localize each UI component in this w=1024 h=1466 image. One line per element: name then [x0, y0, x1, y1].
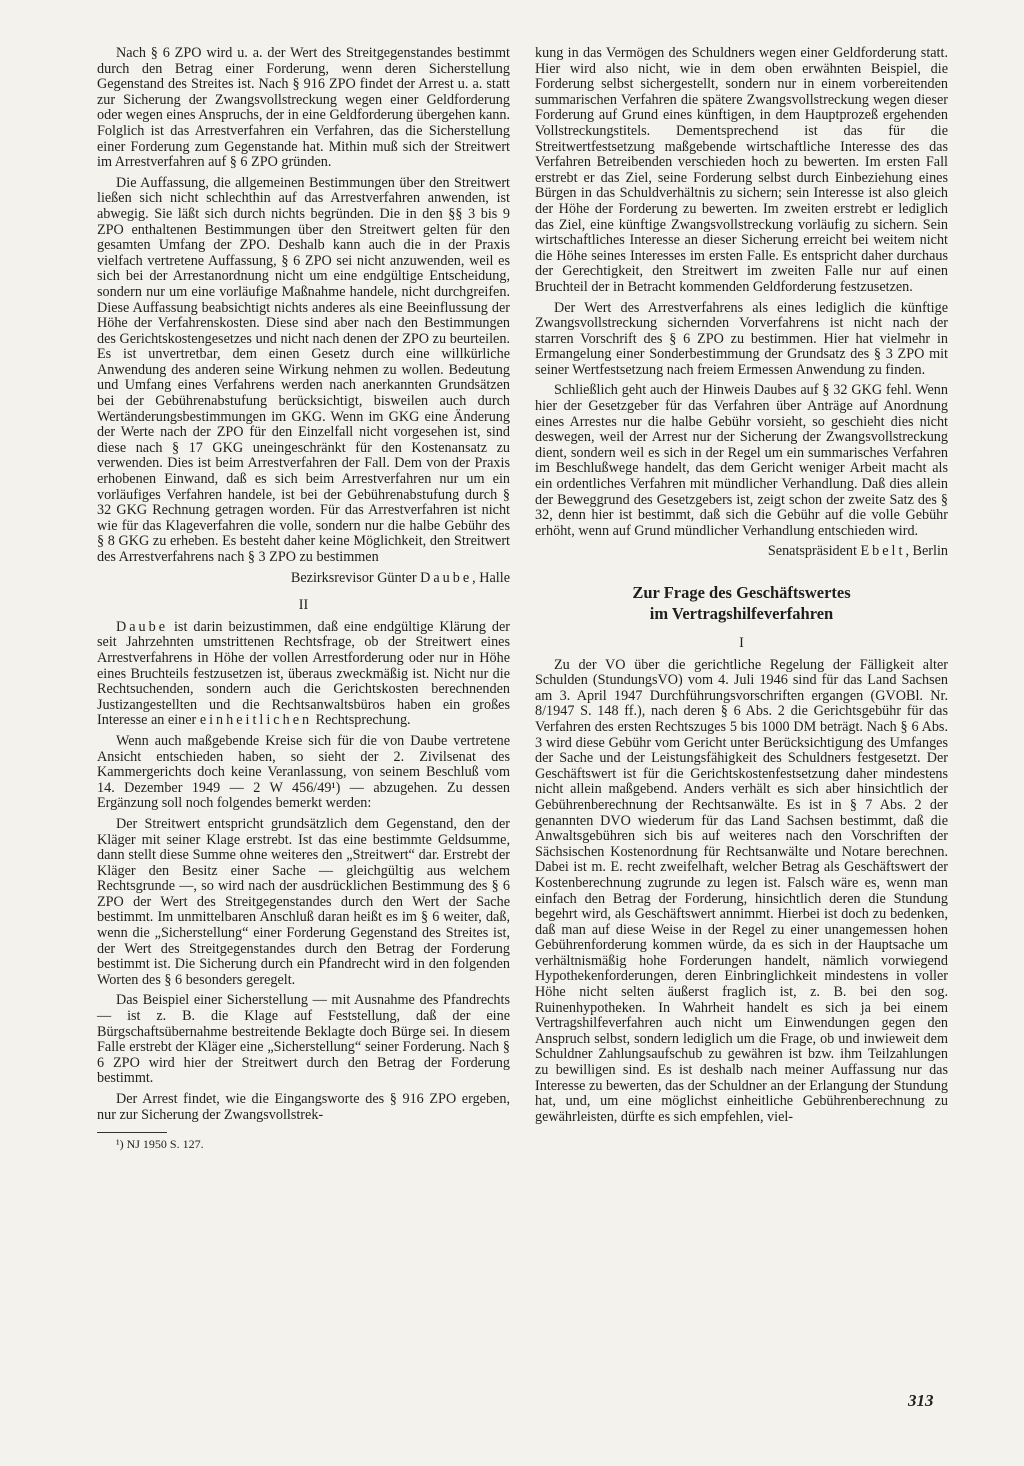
signature-place: , Berlin [905, 543, 948, 560]
signature-place: , Halle [472, 569, 510, 586]
section-heading-i: I [739, 635, 744, 651]
paragraph: Die Auffassung, die allgemeinen Bestimmungen über den Streitwert ließen sich nicht schlechthin auf das Arrestverfahren anwenden, ist abwegig. Sie läßt sich durch nichts begründen. Die in den §§ 3 bis 9 ZPO enthaltenen Bestimmungen über den Streitwert gelten für den gesamten Umfang der ZPO. Deshalb kann auch die in der Praxis vielfach vertretene Auffassung, § 6 ZPO sei nicht anzuwenden, weil es sich bei der Arrestanordnung nicht um eine endgültige Entscheidung, sondern nur um eine vorläufige Maßnahme handele, nicht durchgreifen. Diese Auffassung beabsichtigt nichts anderes als eine Beeinflussung der Höhe der Verfahrenskosten. Diese sind aber nach den Bestimmungen des Gerichtskostengesetzes und nicht nach denen der ZPO zu beurteilen. Es ist unvertretbar, dem einen Gesetz durch eine willkürliche Anwendung des anderen seine Wirkung nehmen zu wollen. Bedeutung und Umfang eines Verfahrens werden nach anerkannten Grundsätzen bei der Gebührenabstufung berücksichtigt, bisweilen auch durch Wertänderungsbestimmungen im GKG. Wenn im GKG eine Änderung der Werte nach der ZPO für den Einzelfall nicht vorgesehen ist, sind diese nach § 17 GKG uneingeschränkt für den Kostenansatz zu verwenden. Dies ist beim Arrestverfahren der Fall. Dem von der Praxis erhobenen Einwand, daß es sich beim Arrestverfahren nur um ein vorläufiges Verfahren handele, ist bei der Gebührenabstufung durch § 32 GKG Rechnung getragen worden. Für das Arrestverfahren ist nicht wie für das Klageverfahren die volle, sondern nur die halbe Gebühr des § 8 GKG zu erheben. Es besteht daher keine Möglichkeit, den Streitwert des Arrestverfahrens nach § 3 ZPO zu bestimmen [97, 174, 510, 565]
signature-daube [97, 571, 510, 587]
signature-prefix: Senatspräsident [767, 543, 857, 560]
page-number: 313 [908, 1391, 934, 1410]
paragraph: Schließlich geht auch der Hinweis Daubes auf § 32 GKG fehl. Wenn hier der Gesetzgeber für das Verfahren über Anträge auf Anordnung eines Arrestes nur die halbe Gebühr vorsieht, so geschieht dies nicht deswegen, weil der Arrest nur der Sicherung der Zwangsvollstreckung dient, sondern weil es sich in der Regel um ein summarisches Verfahren im Beschlußwege handelt, das dem Gericht weniger Arbeit macht als ein ordentliches Verfahren mit mündlicher Verhandlung. Daß dies allein der Beweggrund des Gesetzgebers ist, zeigt schon der zweite Satz des § 32, denn hier ist bestimmt, daß sich die Gebühr auf die volle Gebühr erhöht, wenn auf Grund mündlicher Verhandlung entschieden wird. [535, 382, 948, 539]
signature-name: Ebelt [860, 543, 906, 560]
paragraph: Nach § 6 ZPO wird u. a. der Wert des Streitgegenstandes bestimmt durch den Betrag einer Forderung, wenn deren Sicherstellung Gegenstand des Streites ist. Nach § 916 ZPO findet der Arrest u. a. statt zur Sicherung der Zwangsvollstreckung wegen einer Geldforderung oder wegen eines Anspruchs, der in eine Geldforderung übergehen kann. Folglich ist das Arrestverfahren ein Verfahren, das die Sicherstellung einer Forderung zum Gegenstande hat. Mithin muß sich der Streitwert im Arrestverfahren auf § 6 ZPO gründen. [97, 45, 511, 171]
paragraph: Zu der VO über die gerichtliche Regelung der Fälligkeit alter Schulden (StundungsVO) vom 4. Juli 1946 sind für das Land Sachsen am 3. April 1947 Durchführungsvorschriften ergangen (GVOBl. Nr. 8/1947 S. 148 ff.), nach deren § 6 Abs. 2 die Gerichtsgebühr für das Verfahren des ersten Rechtszuges 5 bis 1000 DM beträgt. Nach § 6 Abs. 3 wird diese Gebühr vom Gericht unter Berücksichtigung des Umfanges der Sache und der Leistungsfähigkeit des Schuldners festgesetzt. Der Geschäftswert ist für die Gerichtskostenfestsetzung daher mindestens nicht allein maßgebend. Anders verhält es sich aber hinsichtlich der Gebührenberechnung der Rechtsanwälte. Es ist in § 7 Abs. 2 der genannten DVO wiederum für das Land Sachsen bestimmt, daß die Anwaltsgebühren sich bis auf weiteres nach den Vorschriften der Sächsischen Kostenordnung für Rechtsanwälte und Notare berechnen. Dabei ist m. E. recht zweifelhaft, welcher Betrag als Geschäftswert der Kostenberechnung zugrunde zu legen ist. Falsch wäre es, wenn man einfach den Betrag der Forderung, hinsichtlich deren die Stundung begehrt wird, als Geschäftswert annimmt. Hierbei ist doch zu bedenken, daß man auf diese Weise in der Regel zu einer unangemessen hohen Gebührenforderung kommen würde, da es sich in der Hauptsache um verhältnismäßig hohe Forderungen handelt, nämlich vorwiegend Hypothekenforderungen, deren Einbringlichkeit mindestens in voller Höhe nicht selten äußerst fraglich ist, z. B. bei den sog. Ruinenhypotheken. In Wahrheit handelt es sich ja bei einem Vertragshilfeverfahren auch nicht um Einwendungen gegen den Anspruch selbst, sondern lediglich um die Frage, ob und inwieweit dem Schuldner Zahlungsaufschub zu gewähren ist bzw. ihm Teilzahlungen zu bewilligen sind. Es ist deshalb nach meiner Auffassung nur das Interesse zu bewerten, das der Schuldner an der Erlangung der Stundung hat, und, um eine möglichst einheitliche Gebührenberechnung zu gewährleisten, dürfte es sich empfehlen, viel- [535, 656, 948, 1125]
paragraph: Der Wert des Arrestverfahrens als eines lediglich die künftige Zwangsvollstreckung sichernden Vorverfahrens ist nicht nach der starren Vorschrift des § 6 ZPO zu bestimmen. Hier hat vielmehr in Ermangelung einer Sonderbestimmung der Grundsatz des § 3 ZPO mit seiner Wertfestsetzung nach freiem Ermessen Anwendung zu finden. [535, 299, 948, 378]
article-title: Zur Frage des Geschäftswertes im Vertragshilfeverfahren [632, 583, 851, 623]
paragraph: Das Beispiel einer Sicherstellung — mit Ausnahme des Pfandrechts — ist z. B. die Klage auf Feststellung, daß der eine Bürgschaftsübernahme bestreitende Beklagte doch Bürge sei. In diesem Falle erstrebt der Kläger eine „Sicherstellung“ seiner Forderung. Nach § 6 ZPO wird hier der Streitwert durch den Betrag der Forderung bestimmt. [97, 992, 510, 1087]
author-name: Daube [116, 618, 169, 635]
signature-ebelt [535, 544, 948, 560]
paragraph: Der Streitwert entspricht grundsätzlich dem Gegenstand, den der Kläger mit seiner Klage erstrebt. Ist das eine bestimmte Geldsumme, dann stellt diese Summe ohne weiteres den „Streitwert“ dar. Erstrebt der Kläger den Besitz einer Sache — gleichgültig aus welchem Rechtsgrunde —, so wird nach der ausdrücklichen Bestimmung des § 6 ZPO der Wert des Streitgegenstandes durch den Wert der Sache bestimmt. Im unmittelbaren Anschluß daran heißt es im § 6 weiter, daß, wenn die „Sicherstellung“ einer Forderung Gegenstand des Streites ist, der Wert des Streitgegenstandes durch den Betrag der Forderung bestimmt ist. Die Sicherung durch ein Pfandrecht wird in den folgenden Worten des § 6 besonders geregelt. [97, 815, 510, 988]
paragraph: Daube ist darin beizustimmen, daß eine endgültige Klärung der seit Jahrzehnten umstrittenen Rechtsfrage, ob der Streitwert eines Arrestverfahrens in Höhe der vollen Arrestforderung oder nur in Höhe eines Bruchteils festzusetzen ist, überaus zweckmäßig ist. Nicht nur die Rechtsuchenden, sondern auch die Gerichtskosten berechnenden Justizangestellten und die Rechtsanwaltsbüros haben ein großes Interesse an einer einheitlichen Rechtsprechung. [97, 618, 510, 729]
paragraph: Der Arrest findet, wie die Eingangsworte des § 916 ZPO ergeben, nur zur Sicherung der Zwangsvollstrek- [97, 1091, 510, 1123]
footnote: ¹) NJ 1950 S. 127. [116, 1137, 204, 1152]
paragraph: kung in das Vermögen des Schuldners wegen einer Geldforderung statt. Hier wird also nicht, wie in dem oben erwähnten Beispiel, die Forderung selbst sichergestellt, sondern nur in einem vorbereitenden summarischen Verfahren die spätere Zwangsvollstreckung wegen dieser Forderung auf Grund eines künftigen, in dem Hauptprozeß ergehenden Vollstreckungstitels. Dementsprechend ist das für die Streitwertfestsetzung maßgebende wirtschaftliche Interesse des das Verfahren Betreibenden verschieden hoch zu bewerten. Im ersten Fall erstrebt er das Ziel, seine Forderung selbst durch Einbeziehung eines Bürgen in das Schuldverhältnis zu sichern; sein Interesse ist also gleich der Höhe der Forderung zu bewerten. Im zweiten erstrebt er lediglich das Ziel, eine künftige Zwangsvollstreckung vorläufig zu sichern. Sein wirtschaftliches Interesse an dieser Sicherung erreicht bei weitem nicht die Höhe seines Interesses im ersten Falle. Es entspricht daher durchaus der Gerechtigkeit, den Streitwert im zweiten Falle nur auf einen Bruchteil der in Betracht kommenden Geldforderung festzusetzen. [535, 45, 948, 295]
section-heading-ii: II [298, 597, 309, 614]
left-column [97, 46, 510, 1158]
emphasis: einheitlichen [199, 712, 313, 729]
footnote-divider [97, 1132, 167, 1133]
signature-name: Daube [420, 569, 473, 586]
paragraph: Wenn auch maßgebende Kreise sich für die von Daube vertretene Ansicht entschieden haben, so sieht der 2. Zivilsenat des Kammergerichts doch keine Veranlassung, von seinem Beschluß vom 14. Dezember 1949 — 2 W 456/49¹) — abzugehen. Zu dessen Ergänzung soll noch folgendes bemerkt werden: [97, 732, 510, 812]
signature-prefix: Bezirksrevisor Günter [290, 569, 417, 586]
right-column [535, 46, 948, 1130]
